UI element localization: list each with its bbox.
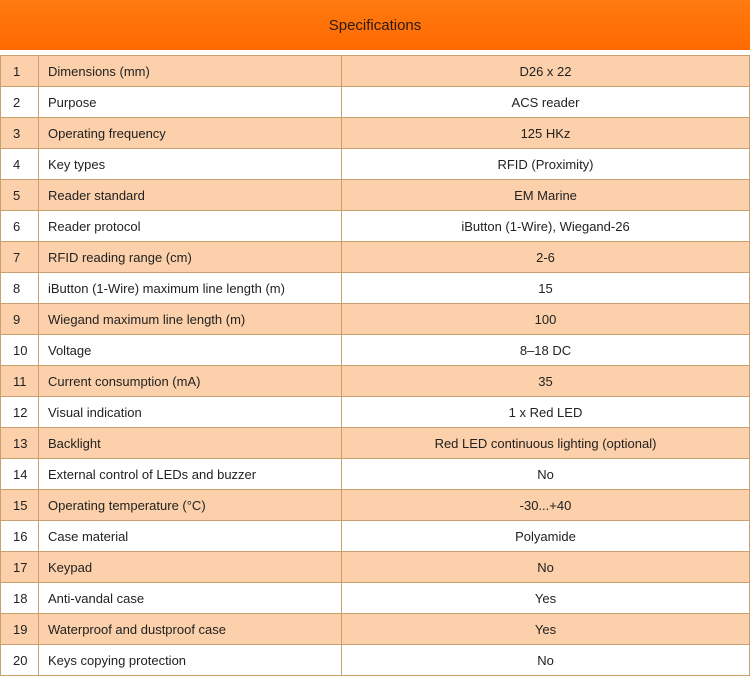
table-row: [1, 521, 750, 552]
specifications-header: [0, 0, 750, 50]
spec-name: Reader protocol: [39, 211, 342, 242]
row-number: 16: [1, 521, 39, 552]
row-number: 14: [1, 459, 39, 490]
row-number: 10: [1, 335, 39, 366]
spec-value: 100: [342, 304, 750, 335]
spec-name: Keypad: [39, 552, 342, 583]
table-row: [1, 645, 750, 676]
spec-name: Reader standard: [39, 180, 342, 211]
row-number: 12: [1, 397, 39, 428]
table-row: [1, 583, 750, 614]
spec-value: No: [342, 552, 750, 583]
spec-value: ACS reader: [342, 87, 750, 118]
spec-name: Current consumption (mA): [39, 366, 342, 397]
spec-name: Dimensions (mm): [39, 56, 342, 87]
row-number: 15: [1, 490, 39, 521]
spec-name: Visual indication: [39, 397, 342, 428]
row-number: 2: [1, 87, 39, 118]
table-row: [1, 149, 750, 180]
spec-value: D26 x 22: [342, 56, 750, 87]
spec-value: 15: [342, 273, 750, 304]
spec-name: External control of LEDs and buzzer: [39, 459, 342, 490]
table-row: [1, 211, 750, 242]
specifications-table: [0, 55, 750, 676]
row-number: 4: [1, 149, 39, 180]
table-row: [1, 552, 750, 583]
table-row: [1, 118, 750, 149]
table-row: [1, 459, 750, 490]
spec-name: Waterproof and dustproof case: [39, 614, 342, 645]
row-number: 9: [1, 304, 39, 335]
row-number: 20: [1, 645, 39, 676]
row-number: 8: [1, 273, 39, 304]
table-row: [1, 273, 750, 304]
spec-name: Backlight: [39, 428, 342, 459]
spec-value: Red LED continuous lighting (optional): [342, 428, 750, 459]
row-number: 1: [1, 56, 39, 87]
row-number: 17: [1, 552, 39, 583]
spec-name: Case material: [39, 521, 342, 552]
row-number: 19: [1, 614, 39, 645]
spec-value: 2-6: [342, 242, 750, 273]
spec-value: Yes: [342, 614, 750, 645]
row-number: 7: [1, 242, 39, 273]
row-number: 18: [1, 583, 39, 614]
spec-name: RFID reading range (cm): [39, 242, 342, 273]
spec-name: Operating temperature (°C): [39, 490, 342, 521]
spec-value: iButton (1-Wire), Wiegand-26: [342, 211, 750, 242]
table-row: [1, 304, 750, 335]
row-number: 5: [1, 180, 39, 211]
spec-value: -30...+40: [342, 490, 750, 521]
spec-value: RFID (Proximity): [342, 149, 750, 180]
row-number: 13: [1, 428, 39, 459]
spec-value: 8–18 DC: [342, 335, 750, 366]
spec-name: Keys copying protection: [39, 645, 342, 676]
spec-value: No: [342, 645, 750, 676]
table-row: [1, 335, 750, 366]
table-row: [1, 366, 750, 397]
spec-name: Key types: [39, 149, 342, 180]
table-row: [1, 397, 750, 428]
table-row: [1, 490, 750, 521]
table-row: [1, 56, 750, 87]
row-number: 11: [1, 366, 39, 397]
spec-value: 1 x Red LED: [342, 397, 750, 428]
spec-name: Anti-vandal case: [39, 583, 342, 614]
spec-name: iButton (1-Wire) maximum line length (m): [39, 273, 342, 304]
table-row: [1, 614, 750, 645]
row-number: 6: [1, 211, 39, 242]
table-row: [1, 87, 750, 118]
spec-name: Wiegand maximum line length (m): [39, 304, 342, 335]
spec-value: Polyamide: [342, 521, 750, 552]
spec-name: Voltage: [39, 335, 342, 366]
spec-value: 35: [342, 366, 750, 397]
spec-value: 125 HKz: [342, 118, 750, 149]
table-row: [1, 242, 750, 273]
table-row: [1, 428, 750, 459]
spec-value: EM Marine: [342, 180, 750, 211]
spec-name: Purpose: [39, 87, 342, 118]
spec-value: No: [342, 459, 750, 490]
table-row: [1, 180, 750, 211]
page-title: Specifications: [328, 16, 422, 34]
spec-value: Yes: [342, 583, 750, 614]
row-number: 3: [1, 118, 39, 149]
spec-name: Operating frequency: [39, 118, 342, 149]
